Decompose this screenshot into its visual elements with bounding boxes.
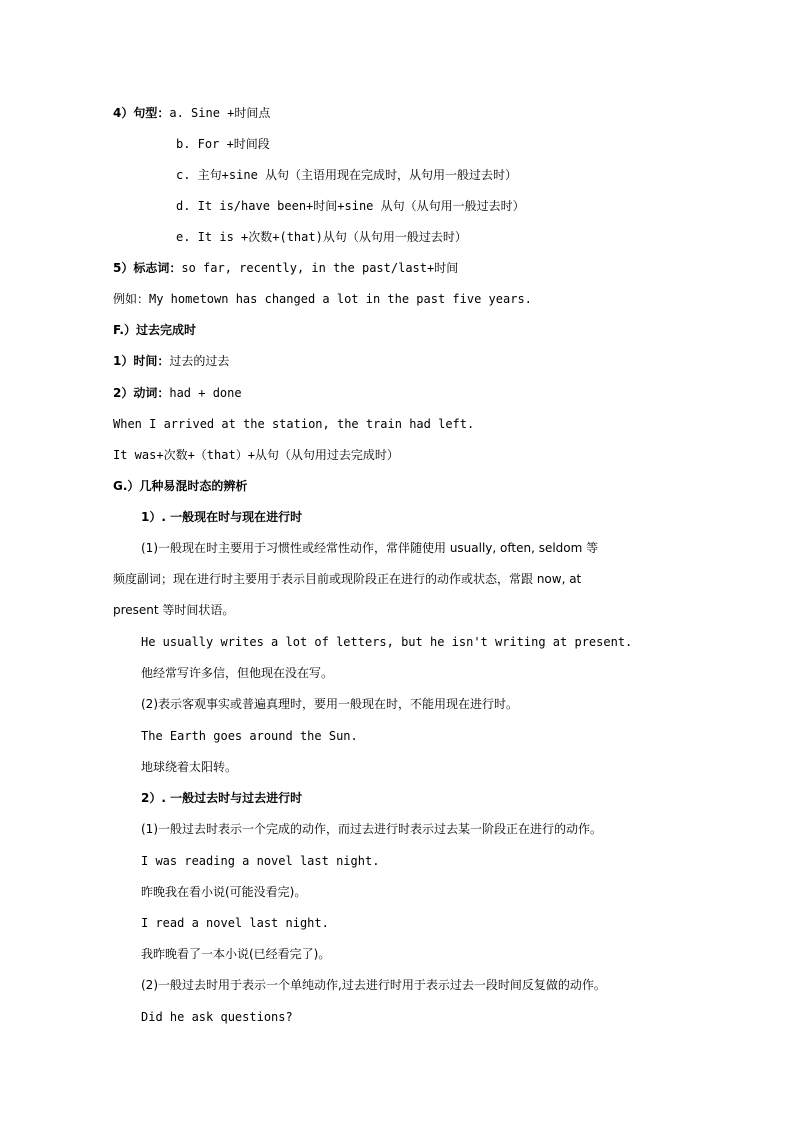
- pattern-a: a. Sine +时间点: [169, 106, 271, 120]
- section-label: 1）时间：: [113, 354, 170, 368]
- example-line: Did he ask questions?: [141, 1010, 293, 1024]
- example-line: The Earth goes around the Sun.: [141, 729, 358, 743]
- time-line: [113, 353, 229, 369]
- translation-line: 地球绕着太阳转。: [141, 760, 238, 774]
- example-line: When I arrived at the station, the train had left.: [113, 417, 475, 431]
- pattern-c: c. 主句+sine 从句（主语用现在完成时，从句用一般过去时）: [176, 168, 518, 182]
- signal-words-line: [113, 260, 458, 276]
- section-label: 5）标志词：: [113, 261, 182, 275]
- paragraph-line: (2)一般过去时用于表示一个单纯动作,过去进行时用于表示过去一段时间反复做的动作。: [141, 978, 606, 992]
- section-label: 2）动词：: [113, 386, 170, 400]
- translation-line: 昨晚我在看小说(可能没看完)。: [141, 885, 307, 899]
- signal-words: so far, recently, in the past/last+时间: [181, 261, 459, 275]
- section-label: 4）句型：: [113, 106, 170, 120]
- paragraph-line: (1)一般现在时主要用于习惯性或经常性动作，常伴随使用 usually, often, seldom 等: [141, 541, 599, 555]
- pattern-b: b. For +时间段: [176, 137, 270, 151]
- paragraph-line: (1)一般过去时表示一个完成的动作，而过去进行时表示过去某一阶段正在进行的动作。: [141, 822, 603, 836]
- pattern-e: e. It is +次数+(that)从句（从句用一般过去时）: [176, 230, 467, 244]
- paragraph-line: (2)表示客观事实或普遍真理时，要用一般现在时，不能用现在进行时。: [141, 697, 519, 711]
- time-text: 过去的过去: [169, 354, 230, 368]
- pattern-line: [113, 105, 270, 121]
- subsection-heading: 2）. 一般过去时与过去进行时: [141, 791, 303, 805]
- verb-line: [113, 385, 242, 401]
- example-line: I was reading a novel last night.: [141, 854, 380, 868]
- subsection-heading: 1）. 一般现在时与现在进行时: [141, 510, 303, 524]
- translation-line: 我昨晚看了一本小说(已经看完了)。: [141, 947, 331, 961]
- pattern-line: It was+次数+（that）+从句（从句用过去完成时）: [113, 448, 399, 462]
- example-line: I read a novel last night.: [141, 916, 329, 930]
- pattern-d: d. It is/have been+时间+sine 从句（从句用一般过去时）: [176, 199, 525, 213]
- paragraph-line: present 等时间状语。: [113, 603, 235, 617]
- example-line: 例如：My hometown has changed a lot in the past five years.: [113, 292, 532, 306]
- translation-line: 他经常写许多信，但他现在没在写。: [141, 666, 334, 680]
- section-heading: F.）过去完成时: [113, 323, 196, 337]
- section-heading: G.）几种易混时态的辨析: [113, 479, 248, 493]
- example-line: He usually writes a lot of letters, but he isn't writing at present.: [141, 635, 633, 649]
- paragraph-line: 频度副词；现在进行时主要用于表示目前或现阶段正在进行的动作或状态，常跟 now, at: [113, 572, 582, 586]
- verb-text: had + done: [169, 386, 242, 400]
